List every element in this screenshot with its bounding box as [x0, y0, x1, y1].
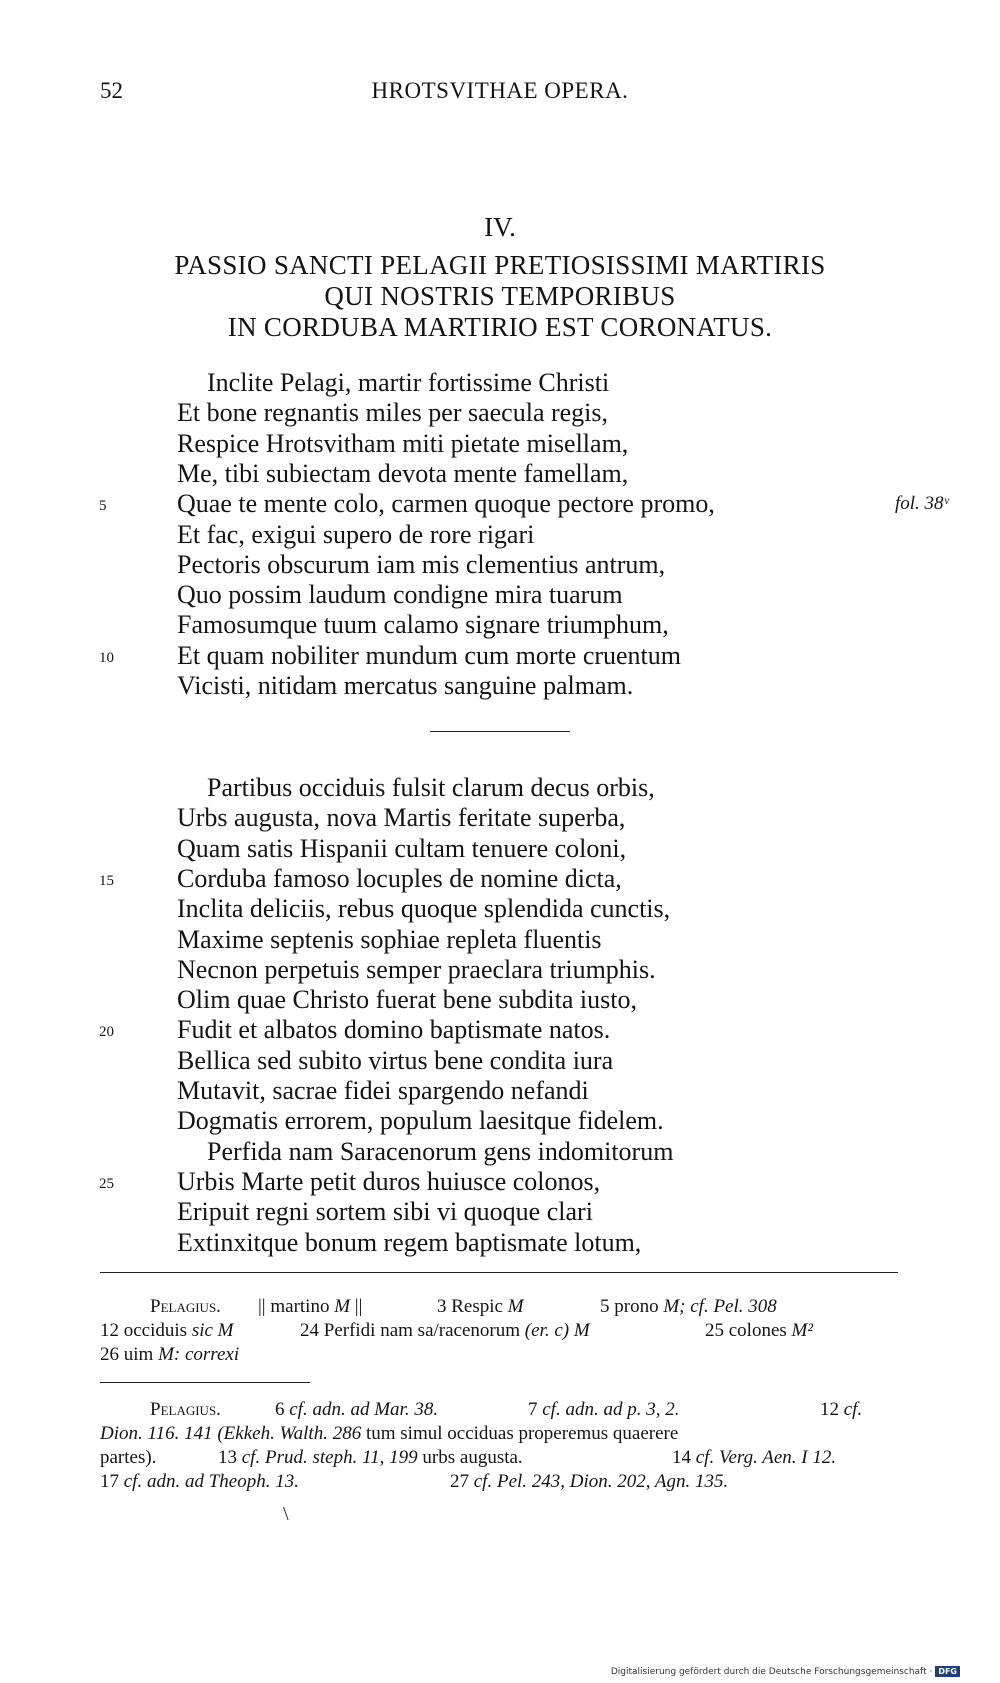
apparatus-text: 26 uim	[100, 1344, 154, 1365]
verse-line	[0, 1106, 1000, 1136]
verse-text: Olim quae Christo fuerat bene subdita iusto,	[177, 985, 637, 1015]
verse-text: Eripuit regni sortem sibi vi quoque clari	[177, 1197, 593, 1227]
verse-text: Perfida nam Saracenorum gens indomitorum	[207, 1136, 674, 1166]
verse-text: Et fac, exigui supero de rore rigari	[177, 519, 535, 549]
source-reference: cf. adn. ad Theoph. 13.	[123, 1471, 299, 1492]
source-text: urbs augusta.	[422, 1447, 523, 1468]
page-number: 52	[100, 78, 123, 103]
verse-text: Extinxitque bonum regem baptismate lotum,	[177, 1227, 642, 1257]
line-number: 20	[99, 1024, 114, 1041]
verse-text: Famosumque tuum calamo signare triumphum,	[177, 610, 669, 640]
apparatus-text: 12 occiduis	[100, 1320, 188, 1341]
verse-text: Et quam nobiliter mundum cum morte cruentum	[177, 640, 682, 670]
apparatus-line	[100, 1343, 898, 1367]
source-entry	[672, 1446, 836, 1470]
source-text: 14	[672, 1447, 691, 1468]
verse-line	[0, 955, 1000, 985]
apparatus-text: 24 Perfidi nam sa/racenorum	[300, 1320, 521, 1341]
verse-line	[0, 773, 1000, 803]
apparatus-siglum: M	[334, 1296, 351, 1317]
apparatus-text: 25 colones	[705, 1320, 787, 1341]
source-entry	[100, 1470, 299, 1494]
source-line	[100, 1446, 898, 1470]
verse-text: Vicisti, nitidam mercatus sanguine palmam.	[177, 671, 634, 700]
source-text: partes).	[100, 1447, 157, 1468]
section-divider	[430, 731, 570, 732]
source-text: 17	[100, 1471, 119, 1492]
source-line	[100, 1422, 898, 1446]
source-entry	[218, 1446, 523, 1470]
stray-mark: \	[283, 1503, 289, 1525]
line-number: 5	[99, 498, 107, 515]
verse-line	[0, 864, 1000, 894]
verse-line	[0, 459, 1000, 489]
verse-line	[0, 1046, 1000, 1076]
source-text: 6	[275, 1399, 285, 1420]
apparatus-text: ||	[354, 1296, 363, 1317]
verse-text: Inclite Pelagi, martir fortissime Christi	[207, 368, 610, 397]
critical-apparatus	[100, 1295, 898, 1367]
verse-text: Urbis Marte petit duros huiusce colonos,	[177, 1166, 601, 1196]
verse-text: Fudit et albatos domino baptismate natos.	[177, 1015, 611, 1045]
verse-line	[0, 1167, 1000, 1197]
verse-line	[0, 834, 1000, 864]
title-line: QUI NOSTRIS TEMPORIBUS	[324, 281, 676, 311]
apparatus-text: 3 Respic	[437, 1296, 503, 1317]
verse-line	[0, 803, 1000, 833]
source-reference: Dion. 116. 141 (Ekkeh. Walth. 286	[100, 1423, 362, 1444]
apparatus-entry	[100, 1343, 239, 1367]
credit-text: Digitalisierung gefördert durch die Deutsche Forschungsgemeinschaft ·	[610, 1667, 933, 1677]
verse-line	[0, 429, 1000, 459]
source-entry	[528, 1398, 679, 1422]
verse-line	[0, 489, 1000, 519]
source-entry	[450, 1470, 728, 1494]
verse-line	[0, 1076, 1000, 1106]
verse-line	[0, 580, 1000, 610]
verse-line	[0, 1228, 1000, 1258]
verse-line	[0, 641, 1000, 671]
verse-text: Necnon perpetuis semper praeclara triumphis.	[177, 954, 656, 984]
verse-text: Respice Hrotsvitham miti pietate misellam,	[177, 428, 629, 458]
apparatus-entry	[600, 1295, 777, 1319]
source-reference: cf. Pel. 243, Dion. 202, Agn. 135.	[473, 1471, 729, 1492]
apparatus-text: 5 prono	[600, 1296, 659, 1317]
verse-line	[0, 671, 1000, 701]
source-text: tum simul occiduas properemus quaerere	[365, 1423, 679, 1444]
verse-text: Maxime septenis sophiae repleta fluentis	[177, 924, 602, 954]
verse-line	[0, 550, 1000, 580]
verse-line	[0, 1197, 1000, 1227]
apparatus-siglum: sic M	[191, 1320, 234, 1341]
apparatus-sigla: Pelagius.	[150, 1296, 221, 1317]
verse-line	[0, 398, 1000, 428]
apparatus-entry	[100, 1319, 234, 1343]
apparatus-line	[100, 1319, 898, 1343]
apparatus-entry	[437, 1295, 524, 1319]
apparatus-siglum: M: correxi	[158, 1344, 240, 1365]
sources-rule	[100, 1382, 310, 1383]
source-text: 13	[218, 1447, 237, 1468]
verse-text: Quam satis Hispanii cultam tenuere coloni,	[177, 833, 627, 863]
source-entry	[820, 1398, 862, 1422]
source-entry	[275, 1398, 438, 1422]
verse-text: Quae te mente colo, carmen quoque pectore promo,	[177, 489, 715, 519]
verse-text: Inclita deliciis, rebus quoque splendida cunctis,	[177, 894, 671, 924]
verse-line	[0, 368, 1000, 398]
verse-line	[0, 894, 1000, 924]
apparatus-siglum: (er. c) M	[524, 1320, 590, 1341]
source-line	[100, 1398, 898, 1422]
work-title	[0, 250, 1000, 343]
verse-text: Corduba famoso locuples de nomine dicta,	[177, 863, 622, 893]
verse-line	[0, 520, 1000, 550]
line-number: 10	[99, 649, 114, 666]
line-number: 15	[99, 872, 114, 889]
verse-text: Quo possim laudum condigne mira tuarum	[177, 580, 623, 610]
source-reference: cf. adn. ad p. 3, 2.	[542, 1399, 680, 1420]
source-text: 7	[528, 1399, 538, 1420]
title-line: IN CORDUBA MARTIRIO EST CORONATUS.	[227, 312, 773, 342]
source-reference: cf. adn. ad Mar. 38.	[289, 1399, 439, 1420]
running-title: HROTSVITHAE OPERA.	[371, 78, 629, 103]
verse-text: Pectoris obscurum iam mis clementius antrum,	[177, 549, 666, 579]
source-entry	[100, 1422, 678, 1446]
apparatus-entry	[300, 1319, 590, 1343]
verse-line	[0, 925, 1000, 955]
apparatus-rule	[100, 1272, 898, 1273]
verse-line	[0, 985, 1000, 1015]
source-line	[100, 1470, 898, 1494]
verse-text: Partibus occiduis fulsit clarum decus orbis,	[207, 773, 655, 802]
verse-text: Bellica sed subito virtus bene condita iura	[177, 1045, 614, 1075]
verse-line	[0, 610, 1000, 640]
apparatus-entry	[258, 1295, 362, 1319]
verse-text: Urbs augusta, nova Martis feritate superba,	[177, 803, 626, 833]
apparatus-line	[100, 1295, 898, 1319]
apparatus-entry	[705, 1319, 813, 1343]
source-notes	[100, 1398, 898, 1494]
apparatus-siglum: M	[507, 1296, 524, 1317]
source-sigla: Pelagius.	[150, 1399, 221, 1420]
source-text: 12	[820, 1399, 839, 1420]
folio-margin-note: fol. 38ᵛ	[895, 493, 949, 515]
source-text: 27	[450, 1471, 469, 1492]
apparatus-siglum: M; cf. Pel. 308	[663, 1296, 777, 1317]
dfg-logo: DFG	[935, 1666, 960, 1677]
source-reference: cf.	[843, 1399, 863, 1420]
line-number: 25	[99, 1175, 114, 1192]
verse-text: Dogmatis errorem, populum laesitque fidelem.	[177, 1106, 664, 1136]
source-reference: cf. Verg. Aen. I 12.	[695, 1447, 837, 1468]
verse-line	[0, 1137, 1000, 1167]
apparatus-siglum: M²	[791, 1320, 814, 1341]
source-reference: cf. Prud. steph. 11, 199	[241, 1447, 418, 1468]
verse-text: Et bone regnantis miles per saecula regis,	[177, 398, 609, 428]
work-number: IV.	[484, 212, 516, 242]
apparatus-text: || martino	[258, 1296, 330, 1317]
title-line: PASSIO SANCTI PELAGII PRETIOSISSIMI MARTIRIS	[174, 250, 826, 280]
verse-text: Me, tibi subiectam devota mente famellam,	[177, 458, 629, 488]
digitization-credit	[611, 1666, 960, 1677]
verse-line	[0, 1015, 1000, 1045]
verse-text: Mutavit, sacrae fidei spargendo nefandi	[177, 1076, 589, 1105]
